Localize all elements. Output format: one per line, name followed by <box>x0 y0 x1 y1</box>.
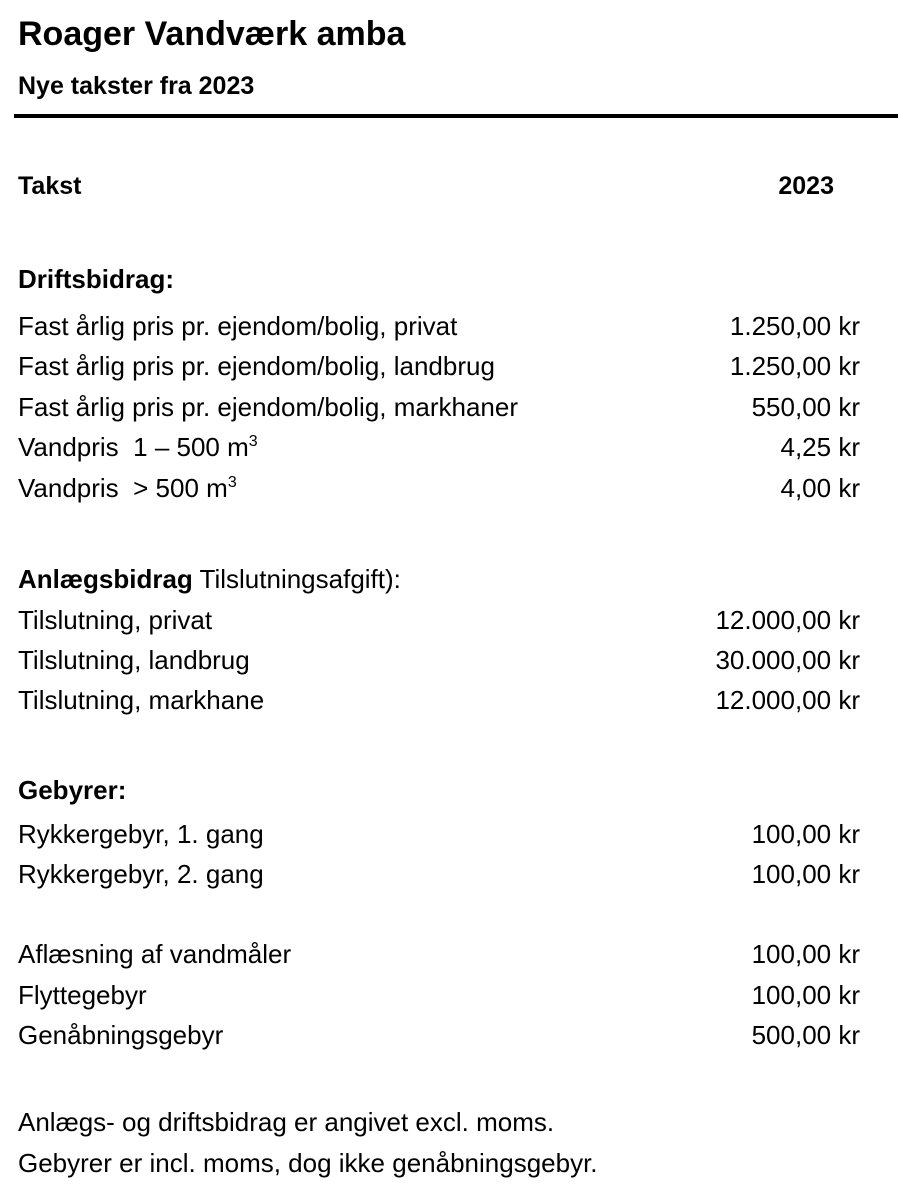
superscript-3: 3 <box>248 433 258 450</box>
row-value: 500,00 kr <box>751 1020 860 1050</box>
table-row <box>18 1018 860 1052</box>
row-label: Tilslutning, markhane <box>18 685 265 715</box>
table-row <box>18 683 860 717</box>
row-label: Rykkergebyr, 2. gang <box>18 859 264 889</box>
column-header-year: 2023 <box>778 172 834 200</box>
row-label: Fast årlig pris pr. ejendom/bolig, landbrug <box>18 351 495 381</box>
table-row <box>18 603 860 637</box>
table-row <box>18 430 860 464</box>
row-value: 100,00 kr <box>751 859 860 889</box>
row-label: Aflæsning af vandmåler <box>18 939 292 969</box>
row-label: Vandpris 1 – 500 $m^3$ <box>18 432 258 462</box>
table-row <box>18 471 860 505</box>
row-label: Fast årlig pris pr. ejendom/bolig, markhaner <box>18 392 519 422</box>
superscript-3: 3 <box>227 474 237 491</box>
table-row <box>18 937 860 971</box>
row-value: 1.250,00 kr <box>729 351 860 381</box>
row-label: Tilslutning, landbrug <box>18 645 250 675</box>
table-row <box>18 643 860 677</box>
page-title: Roager Vandværk amba <box>18 15 406 53</box>
row-label: Tilslutning, privat <box>18 605 213 635</box>
row-value: 4,25 kr <box>780 432 860 462</box>
table-row <box>18 817 860 851</box>
row-value: 100,00 kr <box>751 939 860 969</box>
header-divider <box>14 114 898 118</box>
row-label: Fast årlig pris pr. ejendom/bolig, privat <box>18 311 458 341</box>
table-row <box>18 390 860 424</box>
table-row <box>18 309 860 343</box>
section-heading-anlaegsbidrag: Anlægsbidrag Tilslutningsafgift): <box>18 564 401 594</box>
footnote-vat-fees: Gebyrer er incl. moms, dog ikke genåbningsgebyr. <box>18 1148 598 1178</box>
section-heading-gebyrer: Gebyrer: <box>18 775 127 805</box>
row-value: 30.000,00 kr <box>715 645 860 675</box>
row-value: 4,00 kr <box>780 473 860 503</box>
row-label: Genåbningsgebyr <box>18 1020 224 1050</box>
row-value: 12.000,00 kr <box>715 605 860 635</box>
table-row <box>18 978 860 1012</box>
footnote-vat-contributions: Anlægs- og driftsbidrag er angivet excl. moms. <box>18 1107 555 1137</box>
row-value: 12.000,00 kr <box>715 685 860 715</box>
table-row <box>18 349 860 383</box>
row-value: 550,00 kr <box>751 392 860 422</box>
row-label: Rykkergebyr, 1. gang <box>18 819 264 849</box>
page-subtitle: Nye takster fra 2023 <box>18 72 255 100</box>
table-row <box>18 857 860 891</box>
row-label: Flyttegebyr <box>18 980 147 1010</box>
row-label: Vandpris > 500 $m^3$ <box>18 473 237 503</box>
section-heading-driftsbidrag: Driftsbidrag: <box>18 264 174 294</box>
row-value: 1.250,00 kr <box>729 311 860 341</box>
column-header-takst: Takst <box>18 172 82 200</box>
row-value: 100,00 kr <box>751 980 860 1010</box>
row-value: 100,00 kr <box>751 819 860 849</box>
